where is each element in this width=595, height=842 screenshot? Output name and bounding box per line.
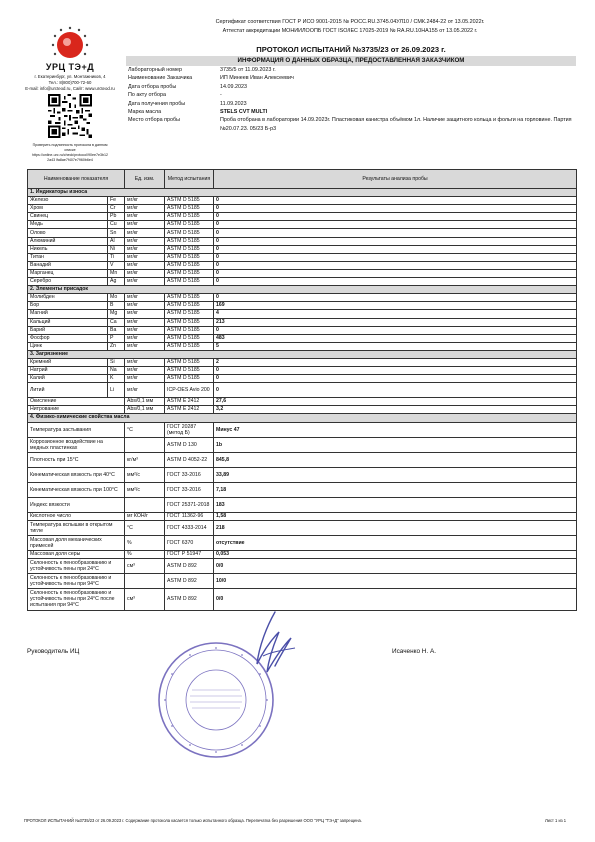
company-address [24,74,116,92]
unit-cell: мг/кг [125,302,165,310]
sample-info-key: Дата получения пробы [128,100,186,107]
unit-cell: мг/кг [125,261,165,269]
result-cell: 0/0 [214,588,577,610]
method-cell: ASTM D 5185 [165,278,214,286]
indicator-name: Барий [28,326,108,334]
unit-cell: Abs/0,1 мм [125,398,165,406]
table-row [28,197,577,205]
header-unit: Ед. изм. [125,170,165,189]
indicator-name: Алюминий [28,237,108,245]
email-line: E-mail: info@urcteod.ru, Сайт: www.urcteod.ru [25,86,115,91]
result-cell: 0 [214,278,577,286]
sample-info-value: STELS CVT MULTI [220,109,268,116]
result-cell: 27,6 [214,398,577,406]
sample-info-key: Марка масла [128,109,162,116]
method-cell: ASTM D 5185 [165,229,214,237]
result-cell: 0 [214,383,577,398]
method-cell: ASTM D 892 [165,558,214,573]
table-row [28,367,577,375]
element-symbol: Ti [108,253,125,261]
result-cell: Минус 47 [214,422,577,437]
sample-info-table [126,66,576,133]
method-cell: ASTM D 5185 [165,334,214,342]
table-row [28,535,577,550]
table-row [28,302,577,310]
indicator-name: Бор [28,302,108,310]
qr-note-line: 2a43 lfa8ae7f407e7960b6e4 [47,158,93,162]
table-row [28,558,577,573]
section-row [28,414,577,422]
method-cell: ASTM D 5185 [165,367,214,375]
header-indicator-name: Наименование показателя [28,170,125,189]
sample-info-heading: ИНФОРМАЦИЯ О ДАННЫХ ОБРАЗЦА, ПРЕДОСТАВЛЕННАЯ ЗАКАЗЧИКОМ [126,56,576,66]
result-cell: 0 [214,197,577,205]
table-row [28,398,577,406]
element-symbol: Na [108,367,125,375]
method-cell: ASTM D 5185 [165,269,214,277]
page-number: Лист 1 из 1 [545,818,567,823]
sample-info-key: Место отбора пробы [128,117,180,124]
result-cell: 169 [214,302,577,310]
indicator-name: Свинец [28,213,108,221]
method-cell: ASTM D 5185 [165,205,214,213]
result-cell: 0 [214,367,577,375]
table-row [28,318,577,326]
results-table [27,169,577,611]
company-name: УРЦ ТЭ+Д [45,62,95,72]
table-row [28,422,577,437]
unit-cell: мг/кг [125,375,165,383]
unit-cell: кг/м³ [125,452,165,467]
element-symbol: Pb [108,213,125,221]
unit-cell: мг/кг [125,213,165,221]
element-symbol: Mg [108,310,125,318]
unit-cell: см³ [125,558,165,573]
table-row [28,237,577,245]
indicator-name: Фосфор [28,334,108,342]
result-cell: 0 [214,213,577,221]
result-cell: 213 [214,318,577,326]
indicator-name: Хром [28,205,108,213]
section-row [28,286,577,294]
section-title: 4. Физико-химические свойства масла [28,414,577,422]
method-cell: ASTM D 130 [165,437,214,452]
element-symbol: Li [108,383,125,398]
section-row [28,189,577,197]
table-row [28,213,577,221]
method-cell: ГОСТ 33-2016 [165,482,214,497]
unit-cell: мг/кг [125,334,165,342]
sample-info-key: Дата отбора пробы [128,83,177,90]
qr-code-icon [48,94,92,138]
table-row [28,278,577,286]
indicator-name: Кислотное число [28,512,125,520]
table-row [28,334,577,342]
results-header-row [28,170,577,189]
certification-lines [130,18,570,36]
sample-info-key: По акту отбора [128,92,166,99]
table-row [28,437,577,452]
result-cell: 1b [214,437,577,452]
indicator-name: Титан [28,253,108,261]
result-cell: 0 [214,261,577,269]
method-cell: ASTM D 5185 [165,358,214,366]
method-cell: ASTM D 5185 [165,302,214,310]
indicator-name: Коррозионное воздействие на медных пластинках [28,437,125,452]
result-cell: 3,2 [214,406,577,414]
unit-cell: мг/кг [125,269,165,277]
unit-cell: мг/кг [125,310,165,318]
head-of-center-label: Руководитель ИЦ [27,648,80,655]
method-cell: ASTM D 5185 [165,310,214,318]
unit-cell: мг/кг [125,342,165,350]
unit-cell: мг/кг [125,245,165,253]
indicator-name: Массовая доля механических примесей [28,535,125,550]
method-cell: ГОСТ 4333-2014 [165,520,214,535]
qr-note-line: списке [64,148,76,152]
unit-cell: мг/кг [125,205,165,213]
footer-disclaimer: ПРОТОКОЛ ИСПЫТАНИЙ №3735/23 от 26.09.2023 г. Содержание протокола касается только испытанного образца. Перепечатка без разрешения ООО "УРЦ "ТЭ+Д" запрещена. [24,818,362,823]
indicator-name: Нитрование [28,406,125,414]
element-symbol: Ca [108,318,125,326]
method-cell: ASTM E 2412 [165,398,214,406]
table-row [28,294,577,302]
unit-cell: мг/кг [125,367,165,375]
table-row [28,221,577,229]
unit-cell: мг/кг [125,253,165,261]
unit-cell: мг/кг [125,383,165,398]
indicator-name: Склонность к пенообразованию и устойчивость пены при 24°C [28,558,125,573]
section-title: 2. Элементы присадок [28,286,577,294]
indicator-name: Молибден [28,294,108,302]
head-of-center-name: Исаченко Н. А. [392,648,437,655]
organization-stamp-icon [156,640,276,760]
result-cell: 845,8 [214,452,577,467]
header-result: Результаты анализа пробы [214,170,577,189]
result-cell: 7,18 [214,482,577,497]
section-title: 1. Индикаторы износа [28,189,577,197]
result-cell: 0,053 [214,550,577,558]
result-cell: 10/0 [214,573,577,588]
result-cell: 2 [214,358,577,366]
unit-cell: мг/кг [125,326,165,334]
unit-cell: °C [125,422,165,437]
qr-note-link[interactable]: https://online-urc.ru/check/protocol/90ee7e3b12 [32,153,108,157]
result-cell: 0 [214,294,577,302]
method-cell: ASTM D 5185 [165,261,214,269]
indicator-name: Температура застывания [28,422,125,437]
sample-info-value: ИП Минеев Иван Алексеевич [220,75,294,82]
result-cell: 1,58 [214,512,577,520]
result-cell: 0 [214,269,577,277]
table-row [28,261,577,269]
element-symbol: Ag [108,278,125,286]
sample-info-row [126,66,576,74]
result-cell: 0 [214,326,577,334]
indicator-name: Массовая доля серы [28,550,125,558]
sample-info-value: - [220,92,222,99]
element-symbol: Cu [108,221,125,229]
method-cell: ГОСТ 25371-2018 [165,497,214,512]
result-cell: 0/0 [214,558,577,573]
method-cell: ASTM D 5185 [165,375,214,383]
unit-cell: °C [125,520,165,535]
table-row [28,497,577,512]
unit-cell: мг/кг [125,229,165,237]
table-row [28,512,577,520]
indicator-name: Плотность при 15°C [28,452,125,467]
section-row [28,350,577,358]
table-row [28,326,577,334]
phone-line: Тел.: 8(800)700-72-60 [48,80,92,85]
method-cell: ASTM D 5185 [165,326,214,334]
method-cell: ASTM D 5185 [165,253,214,261]
method-cell: ASTM D 5185 [165,245,214,253]
unit-cell: мг/кг [125,237,165,245]
method-cell: ASTM D 892 [165,588,214,610]
qr-note-line: Проверить подлинность протокола в данном [32,143,108,147]
table-row [28,245,577,253]
table-row [28,269,577,277]
element-symbol: Cr [108,205,125,213]
table-row [28,467,577,482]
element-symbol: K [108,375,125,383]
sample-info-value: 11.09.2023 [220,100,247,107]
sample-info-value: 3735/5 от 11.09.2023 г. [220,67,276,73]
method-cell: ASTM D 5185 [165,221,214,229]
method-cell: ASTM D 4052-22 [165,452,214,467]
indicator-name: Натрий [28,367,108,375]
unit-cell: мм²/с [125,482,165,497]
protocol-title: ПРОТОКОЛ ИСПЫТАНИЙ №3735/23 от 26.09.2023 г. [256,45,446,54]
indicator-name: Ванадий [28,261,108,269]
indicator-name: Цинк [28,342,108,350]
indicator-name: Кинематическая вязкость при 40°C [28,467,125,482]
element-symbol: Al [108,237,125,245]
element-symbol: Sn [108,229,125,237]
method-cell: ASTM D 5185 [165,197,214,205]
table-row [28,383,577,398]
indicator-name: Кальций [28,318,108,326]
element-symbol: Zn [108,342,125,350]
sample-info-row [126,116,576,133]
method-cell: ASTM E 2412 [165,406,214,414]
table-row [28,342,577,350]
sample-info-row [126,91,576,99]
method-cell: ГОСТ 20287 (метод Б) [165,422,214,437]
indicator-name: Склонность к пенообразованию и устойчивость пены при 94°C [28,573,125,588]
table-row [28,229,577,237]
element-symbol: B [108,302,125,310]
unit-cell [125,573,165,588]
sample-info-row [126,100,576,108]
result-cell: 5 [214,342,577,350]
result-cell: 0 [214,245,577,253]
result-cell: 0 [214,221,577,229]
sample-info-key: Наименование Заказчика [128,75,193,82]
cert-line-2: Аттестат аккредитации МОНИИЛООПБ ГОСТ ISO/IEC 17025-2019 № RA.RU.10НА155 от 13.05.2022 г. [222,28,478,34]
indicator-name: Кремний [28,358,108,366]
element-symbol: Mn [108,269,125,277]
method-cell: ГОСТ Р 51947 [165,550,214,558]
section-title: 3. Загрязнение [28,350,577,358]
unit-cell: % [125,535,165,550]
indicator-name: Калий [28,375,108,383]
method-cell: ASTM D 5185 [165,342,214,350]
table-row [28,310,577,318]
result-cell: 4 [214,310,577,318]
indicator-name: Марганец [28,269,108,277]
cert-line-1: Сертификат соответствия ГОСТ Р ИСО 9001-2015 № РОСС.RU.3745.04УЛ10 / СМК.2484-22 от 13.05.2022г. [215,19,485,25]
result-cell: 33,89 [214,467,577,482]
unit-cell: мг/кг [125,294,165,302]
indicator-name: Окисление [28,398,125,406]
sample-info-key: Лабораторный номер [128,67,182,73]
unit-cell [125,497,165,512]
unit-cell: Abs/0,1 мм [125,406,165,414]
unit-cell: мг/кг [125,221,165,229]
unit-cell: мг/кг [125,197,165,205]
result-cell: 0 [214,205,577,213]
sample-info-row [126,83,576,91]
indicator-name: Серебро [28,278,108,286]
sample-info-row [126,108,576,116]
table-row [28,205,577,213]
indicator-name: Литий [28,383,108,398]
address-line: г. Екатеринбург, ул. Монтажников, 4 [34,74,106,79]
sample-info-value: Проба отобрана в лаборатории 14.09.2023г. Пластиковая канистра объёмом 1л. Наличие защитного кольца и фольги на горловине. Партия №20.07.23. 05/23 Б-р3 [220,117,572,132]
unit-cell [125,437,165,452]
unit-cell: см³ [125,588,165,610]
indicator-name: Медь [28,221,108,229]
table-row [28,452,577,467]
table-row [28,520,577,535]
method-cell: ICP-OES Avio 200 [165,383,214,398]
element-symbol: Ni [108,245,125,253]
table-row [28,550,577,558]
header-method: Метод испытания [165,170,214,189]
table-row [28,482,577,497]
result-cell: 0 [214,375,577,383]
table-row [28,573,577,588]
indicator-name: Индекс вязкости [28,497,125,512]
indicator-name: Магний [28,310,108,318]
element-symbol: Fe [108,197,125,205]
element-symbol: P [108,334,125,342]
indicator-name: Никель [28,245,108,253]
unit-cell: мг/кг [125,318,165,326]
unit-cell: мг/кг [125,278,165,286]
method-cell: ASTM D 892 [165,573,214,588]
indicator-name: Склонность к пенообразованию и устойчивость пены при 24°C после испытания при 94°C [28,588,125,610]
table-row [28,253,577,261]
element-symbol: Si [108,358,125,366]
indicator-name: Олово [28,229,108,237]
result-cell: 218 [214,520,577,535]
result-cell: 0 [214,229,577,237]
method-cell: ASTM D 5185 [165,294,214,302]
method-cell: ASTM D 5185 [165,237,214,245]
indicator-name: Железо [28,197,108,205]
unit-cell: мг КОН/г [125,512,165,520]
indicator-name: Температура вспышки в открытом тигле [28,520,125,535]
table-row [28,358,577,366]
sample-info-value: 14.09.2023 [220,83,247,90]
unit-cell: мг/кг [125,358,165,366]
method-cell: ASTM D 5185 [165,213,214,221]
table-row [28,375,577,383]
result-cell: 483 [214,334,577,342]
result-cell: отсутствие [214,535,577,550]
element-symbol: Mo [108,294,125,302]
unit-cell: мм²/с [125,467,165,482]
method-cell: ASTM D 5185 [165,318,214,326]
method-cell: ГОСТ 33-2016 [165,467,214,482]
method-cell: ГОСТ 6370 [165,535,214,550]
result-cell: 183 [214,497,577,512]
result-cell: 0 [214,253,577,261]
table-row [28,406,577,414]
result-cell: 0 [214,237,577,245]
element-symbol: V [108,261,125,269]
unit-cell: % [125,550,165,558]
sample-info-row [126,74,576,82]
qr-verification-note [20,143,120,163]
method-cell: ГОСТ 11362-96 [165,512,214,520]
table-row [28,588,577,610]
element-symbol: Ba [108,326,125,334]
indicator-name: Кинематическая вязкость при 100°C [28,482,125,497]
